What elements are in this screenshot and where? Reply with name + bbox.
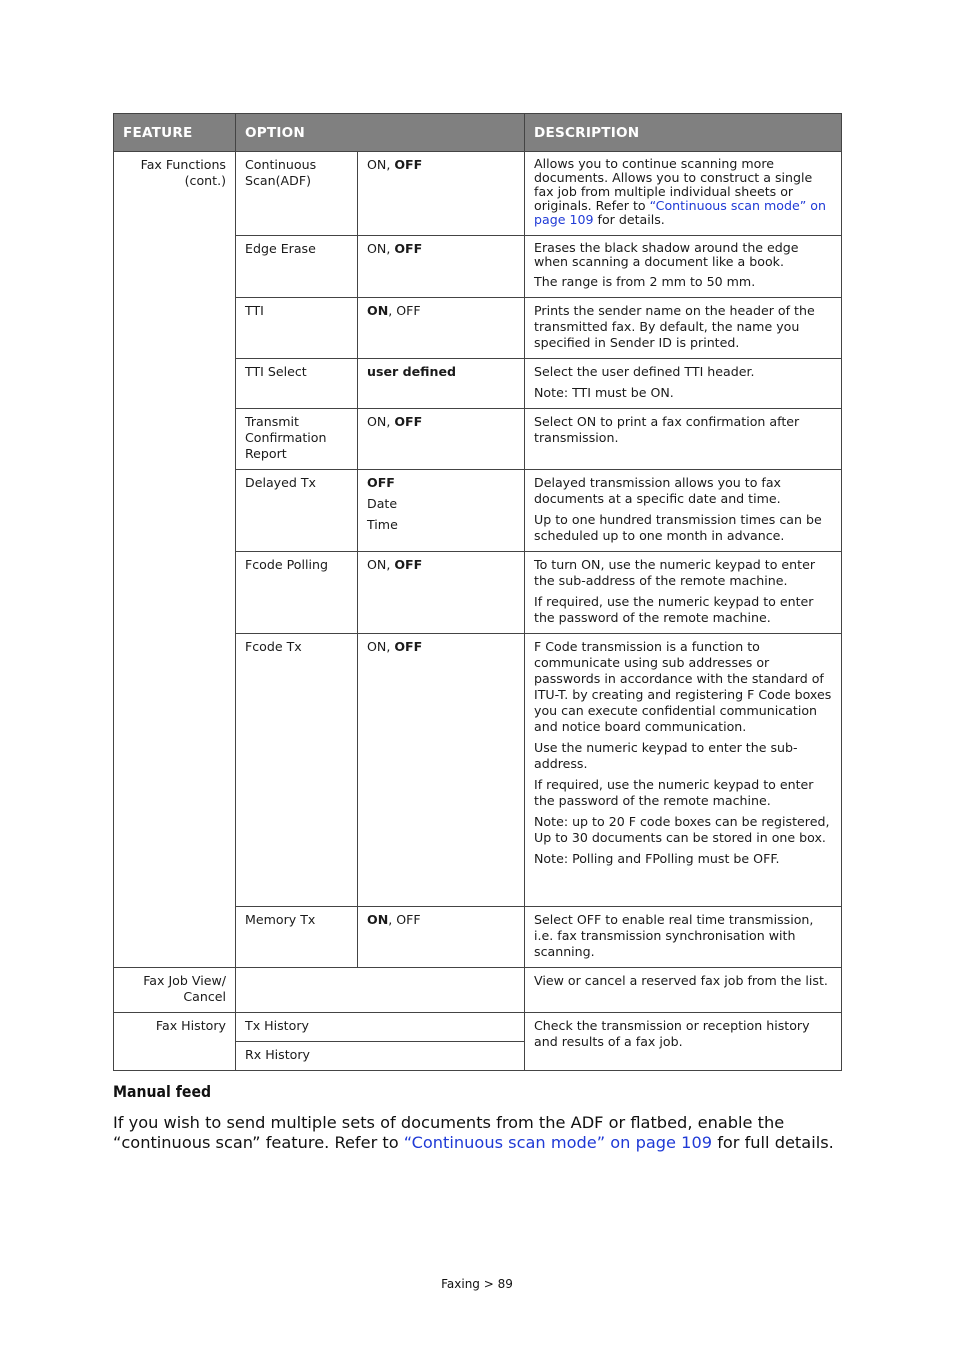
row-name: Delayed Tx xyxy=(236,470,358,552)
row-option: ON, OFF xyxy=(358,907,525,968)
row-option: ON, OFF xyxy=(358,236,525,298)
row-name: Transmit Confirmation Report xyxy=(236,409,358,470)
row-option: ON, OFF xyxy=(358,152,525,236)
row-description: F Code transmission is a function to communicate using sub addresses or passwords in accordance with the standard of ITU-T. by creating and registering F Code boxes you can execute confidential communication and notice board communication. Use the numeric keypad to enter the sub-address. If required, use the numeric keypad to enter the password of the remote machine. Note: up to 20 F code boxes can be registered, Up to 30 documents can be stored in one box. Note: Polling and FPolling must be OFF. xyxy=(525,634,842,907)
row-description: View or cancel a reserved fax job from the list. xyxy=(525,968,842,1013)
row-option xyxy=(236,968,525,1013)
row-name: Edge Erase xyxy=(236,236,358,298)
row-description: Check the transmission or reception history and results of a fax job. xyxy=(525,1013,842,1071)
row-name: TTI xyxy=(236,298,358,359)
continuous-scan-link[interactable]: “Continuous scan mode” on page 109 xyxy=(534,198,826,227)
row-description: Erases the black shadow around the edge when scanning a document like a book. The range is from 2 mm to 50 mm. xyxy=(525,236,842,298)
row-option: ON, OFF xyxy=(358,634,525,907)
header-option: OPTION xyxy=(236,114,525,152)
row-description: Select OFF to enable real time transmission, i.e. fax transmission synchronisation with scanning. xyxy=(525,907,842,968)
row-option: OFF Date Time xyxy=(358,470,525,552)
header-feature: FEATURE xyxy=(114,114,236,152)
row-option: Rx History xyxy=(236,1042,525,1071)
table-row xyxy=(114,152,842,236)
row-description: To turn ON, use the numeric keypad to enter the sub-address of the remote machine. If required, use the numeric keypad to enter the password of the remote machine. xyxy=(525,552,842,634)
header-description: DESCRIPTION xyxy=(525,114,842,152)
table-row xyxy=(114,968,842,1013)
row-option: ON, OFF xyxy=(358,409,525,470)
feature-fax-history: Fax History xyxy=(114,1013,236,1071)
row-option: user defined xyxy=(358,359,525,409)
section-title: Manual feed xyxy=(113,1082,212,1101)
row-name: Fcode Polling xyxy=(236,552,358,634)
section-paragraph: If you wish to send multiple sets of documents from the ADF or flatbed, enable the “continuous scan” feature. Refer to “Continuous scan mode” on page 109 for full details. xyxy=(113,1113,834,1152)
table-header-row xyxy=(114,114,842,152)
row-name: Continuous Scan(ADF) xyxy=(236,152,358,236)
row-option: ON, OFF xyxy=(358,298,525,359)
row-description: Delayed transmission allows you to fax documents at a specific date and time. Up to one hundred transmission times can be scheduled up to one month in advance. xyxy=(525,470,842,552)
feature-fax-functions: Fax Functions (cont.) xyxy=(114,152,236,968)
row-description: Select the user defined TTI header. Note: TTI must be ON. xyxy=(525,359,842,409)
row-description: Prints the sender name on the header of the transmitted fax. By default, the name you specified in Sender ID is printed. xyxy=(525,298,842,359)
row-name: Fcode Tx xyxy=(236,634,358,907)
row-name: TTI Select xyxy=(236,359,358,409)
fax-settings-table xyxy=(113,113,842,1071)
page-footer: Faxing > 89 xyxy=(441,1277,513,1291)
table-row xyxy=(114,1013,842,1042)
row-option: Tx History xyxy=(236,1013,525,1042)
row-option: ON, OFF xyxy=(358,552,525,634)
continuous-scan-link[interactable]: “Continuous scan mode” on page 109 xyxy=(403,1132,713,1152)
row-name: Memory Tx xyxy=(236,907,358,968)
row-description: Allows you to continue scanning more documents. Allows you to construct a single fax job from multiple individual sheets or originals. Refer to “Continuous scan mode” on page 109 for details. xyxy=(525,152,842,236)
feature-fax-job-view: Fax Job View/ Cancel xyxy=(114,968,236,1013)
row-description: Select ON to print a fax confirmation after transmission. xyxy=(525,409,842,470)
